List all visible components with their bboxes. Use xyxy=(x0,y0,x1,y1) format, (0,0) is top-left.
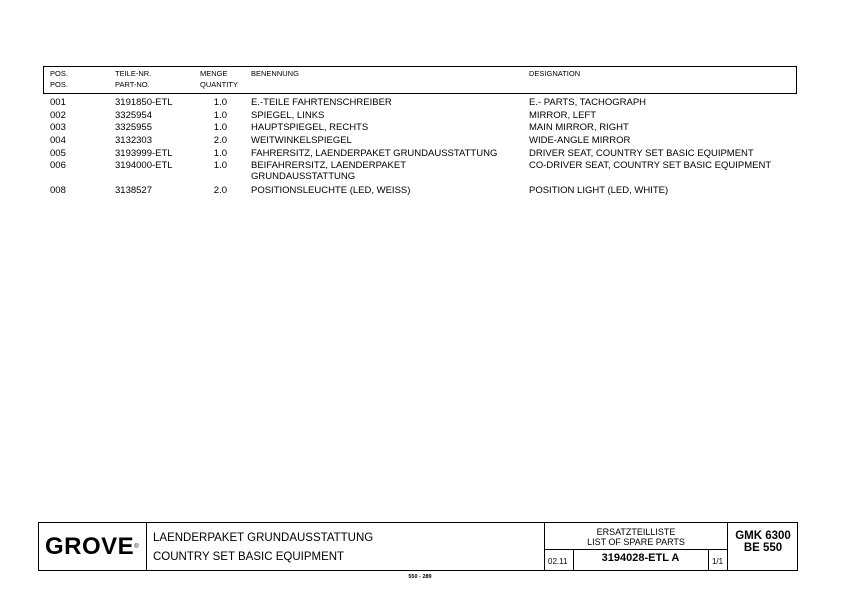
row-quantity: 1.0 xyxy=(213,97,227,108)
row-quantity: 1.0 xyxy=(213,160,227,171)
header-part-de: TEILE-NR. xyxy=(115,69,152,78)
header-pos-en: POS. xyxy=(50,80,68,89)
row-part-no: 3325955 xyxy=(115,122,152,133)
row-part-no: 3193999-ETL xyxy=(115,148,173,159)
header-qty-de: MENGE xyxy=(200,69,228,78)
title-en: COUNTRY SET BASIC EQUIPMENT xyxy=(153,551,345,563)
model-sub: BE 550 xyxy=(743,542,783,554)
row-benennung: SPIEGEL, LINKS xyxy=(251,110,325,121)
logo-text: GROVE xyxy=(45,533,135,560)
sheet-number: 1/1 xyxy=(711,557,724,566)
model-designation xyxy=(727,530,799,554)
row-designation: E.- PARTS, TACHOGRAPH xyxy=(529,97,647,108)
row-quantity: 2.0 xyxy=(213,185,227,196)
list-title-de: ERSATZTEILLISTE xyxy=(596,527,676,537)
row-pos: 002 xyxy=(50,110,66,121)
row-designation: POSITION LIGHT (LED, WHITE) xyxy=(529,185,669,196)
divider xyxy=(544,549,727,550)
header-qty-en: QUANTITY xyxy=(200,80,238,89)
row-benennung: WEITWINKELSPIEGEL xyxy=(251,135,352,146)
title-de: LAENDERPAKET GRUNDAUSSTATTUNG xyxy=(153,532,374,544)
row-benennung: E.-TEILE FAHRTENSCHREIBER xyxy=(251,97,392,108)
row-pos: 008 xyxy=(50,185,66,196)
row-quantity: 1.0 xyxy=(213,148,227,159)
row-part-no: 3194000-ETL xyxy=(115,160,173,171)
column-header xyxy=(43,66,797,94)
divider xyxy=(146,523,147,570)
row-benennung: HAUPTSPIEGEL, RECHTS xyxy=(251,122,369,133)
row-pos: 004 xyxy=(50,135,66,146)
row-part-no: 3138527 xyxy=(115,185,152,196)
row-part-no: 3132303 xyxy=(115,135,152,146)
row-part-no: 3191850-ETL xyxy=(115,97,173,108)
header-pos-de: POS. xyxy=(50,69,68,78)
row-quantity: 1.0 xyxy=(213,122,227,133)
row-designation: MAIN MIRROR, RIGHT xyxy=(529,122,629,133)
header-part-en: PART-NO. xyxy=(115,80,150,89)
row-designation: DRIVER SEAT, COUNTRY SET BASIC EQUIPMENT xyxy=(529,148,754,159)
row-benennung: FAHRERSITZ, LAENDERPAKET GRUNDAUSSTATTUNG xyxy=(251,148,498,159)
row-quantity: 2.0 xyxy=(213,135,227,146)
row-pos: 006 xyxy=(50,160,66,171)
list-title-en: LIST OF SPARE PARTS xyxy=(587,537,685,547)
row-designation: MIRROR, LEFT xyxy=(529,110,597,121)
document-number: 3194028-ETL A xyxy=(601,552,680,564)
title-block xyxy=(38,522,798,571)
row-benennung: POSITIONSLEUCHTE (LED, WEISS) xyxy=(251,185,411,196)
model-name: GMK 6300 xyxy=(735,530,791,542)
row-pos: 005 xyxy=(50,148,66,159)
registered-mark: ® xyxy=(134,544,140,550)
row-quantity: 1.0 xyxy=(213,110,227,121)
row-designation: CO-DRIVER SEAT, COUNTRY SET BASIC EQUIPMENT xyxy=(529,160,772,171)
row-pos: 003 xyxy=(50,122,66,133)
row-part-no: 3325954 xyxy=(115,110,152,121)
issue-date: 02.11 xyxy=(548,557,568,566)
row-pos: 001 xyxy=(50,97,66,108)
row-benennung: BEIFAHRERSITZ, LAENDERPAKET GRUNDAUSSTATTUNG xyxy=(251,160,406,182)
row-designation: WIDE-ANGLE MIRROR xyxy=(529,135,631,146)
grove-logo xyxy=(45,533,139,561)
page-number: 550 - 289 xyxy=(408,574,432,580)
header-name-de: BENENNUNG xyxy=(251,69,299,78)
header-name-en: DESIGNATION xyxy=(529,69,581,78)
